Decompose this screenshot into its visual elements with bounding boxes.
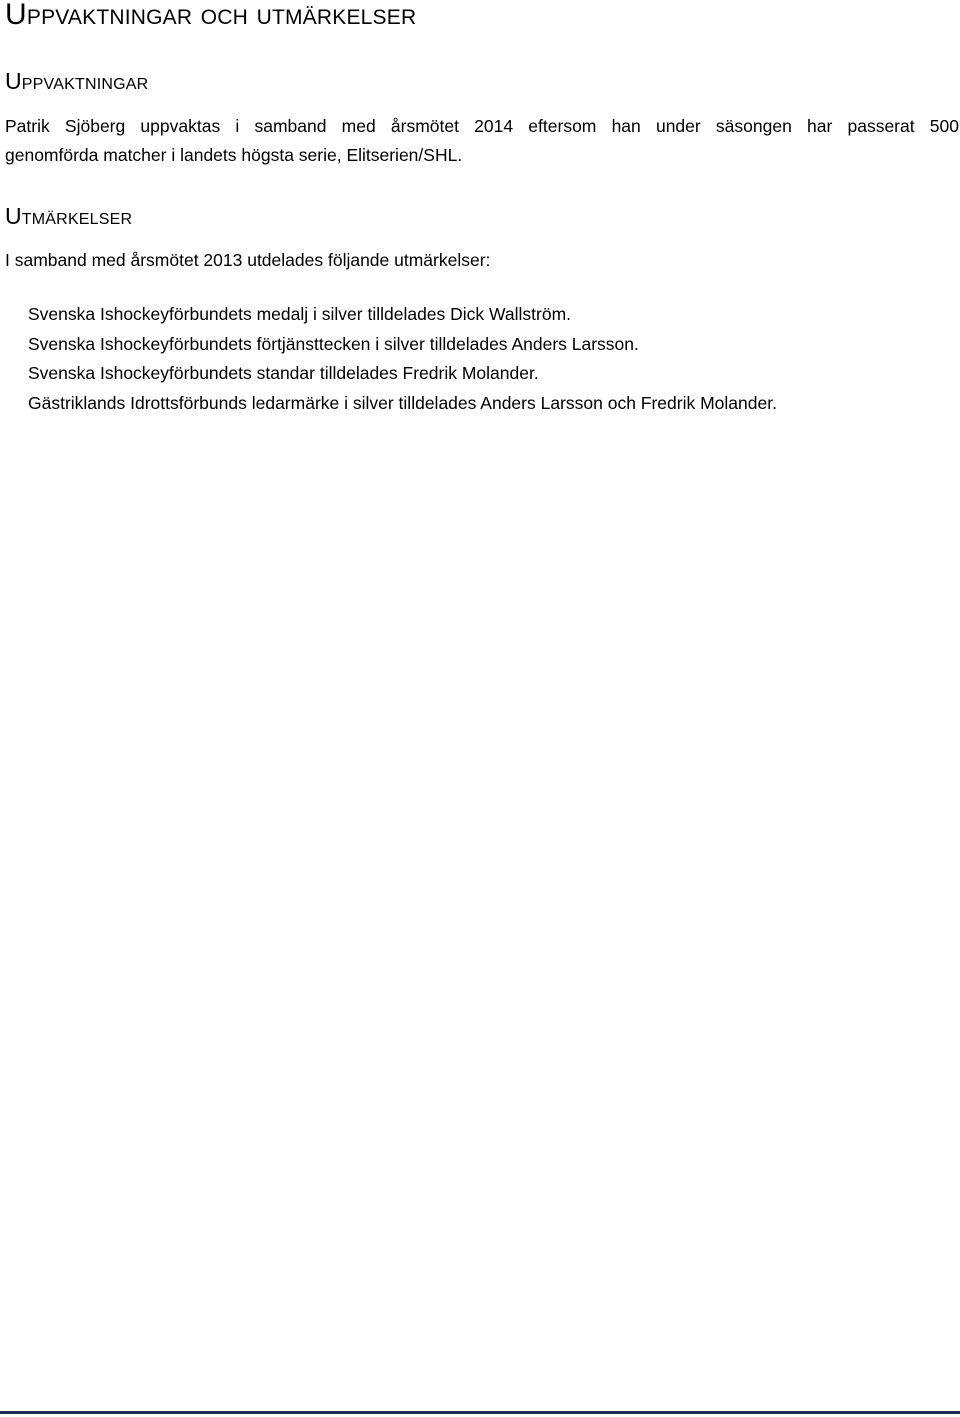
section-heading-utmarkelser: Utmärkelser xyxy=(5,203,133,229)
award-item: Gästriklands Idrottsförbunds ledarmärke i silver tilldelades Anders Larsson och Fredrik Molander. xyxy=(28,392,777,413)
section-heading-uppvaktningar: Uppvaktningar xyxy=(5,68,149,94)
uppvaktningar-paragraph-line-2: genomförda matcher i landets högsta serie, Elitserien/SHL. xyxy=(5,145,463,165)
utmarkelser-intro: I samband med årsmötet 2013 utdelades följande utmärkelser: xyxy=(5,250,491,270)
award-item: Svenska Ishockeyförbundets medalj i silver tilldelades Dick Wallström. xyxy=(28,304,572,324)
page-title: Uppvaktningar och utmärkelser xyxy=(5,0,417,31)
award-item: Svenska Ishockeyförbundets standar tilldelades Fredrik Molander. xyxy=(28,363,539,383)
uppvaktningar-paragraph xyxy=(5,112,959,170)
awards-list xyxy=(28,300,777,418)
footer-rule xyxy=(0,1411,960,1414)
award-item: Svenska Ishockeyförbundets förtjänsttecken i silver tilldelades Anders Larsson. xyxy=(28,333,639,354)
uppvaktningar-paragraph-line-1: Patrik Sjöberg uppvaktas i samband med årsmötet 2014 eftersom han under säsongen har passerat 500 xyxy=(5,116,959,136)
